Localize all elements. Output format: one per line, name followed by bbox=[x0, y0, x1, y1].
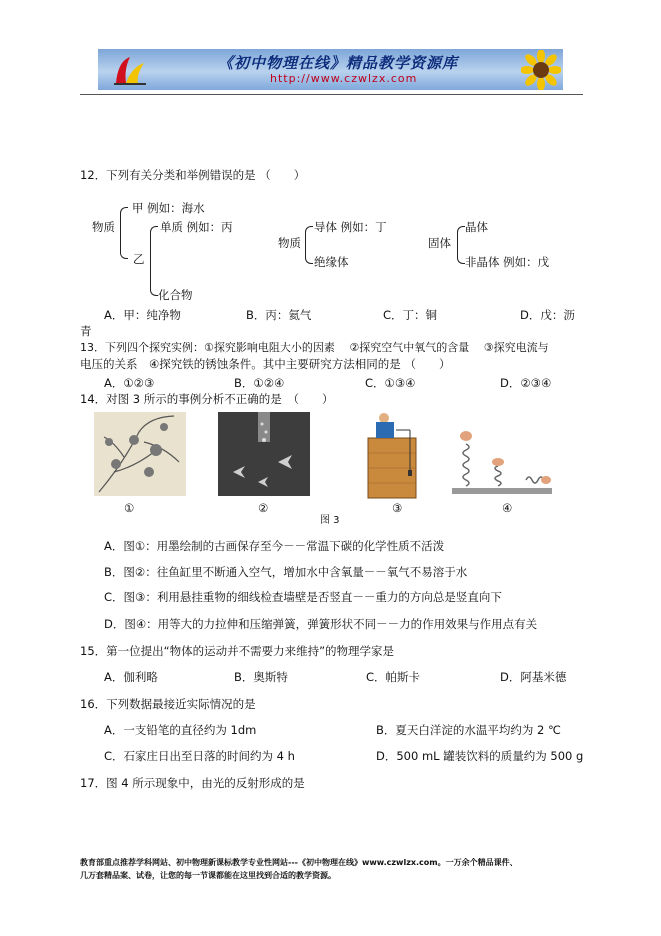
ink-painting-image bbox=[94, 412, 186, 496]
footer-line-2: 几万套精品案、试卷，让您的每一节课都能在这里找到合适的教学资源。 bbox=[80, 871, 336, 880]
diagram-g2-daoti: 导体 例如：丁 bbox=[314, 220, 387, 234]
brace bbox=[457, 226, 465, 264]
q15-option-b: B．奥斯特 bbox=[234, 670, 288, 684]
q13-stem-line2: 电压的关系 ④探究铁的锈蚀条件。其中主要研究方法相同的是 （ ） bbox=[80, 357, 451, 371]
diagram-g1-danzhi: 单质 例如：丙 bbox=[160, 220, 233, 234]
q17-stem: 17．图 4 所示现象中，由光的反射形成的是 bbox=[80, 776, 305, 790]
q14-option-b: B．图②：往鱼缸里不断通入空气，增加水中含氧量－－氧气不易溶于水 bbox=[104, 565, 468, 579]
q12-option-d: D．戊：沥 bbox=[520, 308, 575, 322]
q12-option-a: A．甲：纯净物 bbox=[104, 308, 181, 322]
fish-tank-image bbox=[218, 412, 310, 496]
q14-option-d: D．图④：用等大的力拉伸和压缩弹簧，弹簧形状不同－－力的作用效果与作用点有关 bbox=[104, 617, 538, 631]
footer-line-1: 教育部重点推荐学科网站、初中物理新课标教学专业性网站---《初中物理在线》www.czwlzx.com。一万余个精品课件、 bbox=[80, 858, 518, 867]
springs-image bbox=[452, 426, 552, 496]
figure-caption: 图 3 bbox=[320, 515, 340, 526]
q12-option-wrap: 青 bbox=[80, 324, 92, 338]
diagram-g1-root: 物质 bbox=[92, 220, 115, 234]
q16-option-a: A．一支铅笔的直径约为 1dm bbox=[104, 723, 257, 737]
q16-option-c: C．石家庄日出至日落的时间约为 4 h bbox=[104, 749, 295, 763]
diagram-g1-yi: 乙 bbox=[133, 252, 145, 266]
q12-stem: 12．下列有关分类和举例错误的是 （ ） bbox=[80, 168, 306, 182]
q13-option-a: A．①②③ bbox=[104, 376, 155, 390]
q15-option-d: D．阿基米德 bbox=[500, 670, 567, 684]
q15-stem: 15．第一位提出“物体的运动并不需要力来维持”的物理学家是 bbox=[80, 644, 395, 658]
diagram-g3-root: 固体 bbox=[428, 236, 451, 250]
banner-url[interactable]: http://www.czwlzx.com bbox=[270, 72, 418, 85]
sunflower-icon bbox=[521, 50, 561, 90]
header-banner bbox=[98, 49, 563, 90]
brace bbox=[305, 226, 313, 264]
diagram-g1-jia: 甲 例如：海水 bbox=[132, 201, 205, 215]
header-divider bbox=[80, 94, 583, 95]
brace bbox=[120, 207, 128, 259]
q13-option-c: C．①③④ bbox=[365, 376, 416, 390]
diagram-g1-huahewu: 化合物 bbox=[158, 288, 193, 302]
q12-option-b: B．丙：氦气 bbox=[246, 308, 312, 322]
q14-option-c: C．图③：利用悬挂重物的细线检查墙壁是否竖直－－重力的方向总是竖直向下 bbox=[104, 590, 502, 604]
q16-stem: 16．下列数据最接近实际情况的是 bbox=[80, 697, 256, 711]
banner-title: 《初中物理在线》精品教学资源库 bbox=[218, 54, 459, 72]
q16-option-b: B．夏天白洋淀的水温平均约为 2 ℃ bbox=[376, 723, 561, 737]
diagram-g3-feijingti: 非晶体 例如：戊 bbox=[465, 255, 550, 269]
brace bbox=[150, 226, 158, 296]
site-logo-icon bbox=[112, 53, 148, 87]
figure-label-1: ① bbox=[124, 501, 135, 515]
q16-option-d: D．500 mL 罐装饮料的质量约为 500 g bbox=[376, 749, 584, 763]
plumb-line-image bbox=[358, 408, 428, 500]
diagram-g3-jingti: 晶体 bbox=[465, 220, 488, 234]
figure-label-3: ③ bbox=[392, 501, 403, 515]
q12-option-c: C．丁：铜 bbox=[383, 308, 438, 322]
q13-option-d: D．②③④ bbox=[500, 376, 552, 390]
diagram-g2-jueyuanti: 绝缘体 bbox=[314, 255, 349, 269]
q14-stem: 14．对图 3 所示的事例分析不正确的是 （ ） bbox=[80, 392, 334, 406]
q15-option-c: C．帕斯卡 bbox=[366, 670, 421, 684]
q15-option-a: A．伽利略 bbox=[104, 670, 158, 684]
figure-label-2: ② bbox=[258, 501, 269, 515]
figure-label-4: ④ bbox=[502, 501, 513, 515]
diagram-g2-root: 物质 bbox=[278, 236, 301, 250]
q13-stem-line1: 13．下列四个探究实例：①探究影响电阻大小的因素 ②探究空气中氧气的含量 ③探究电流与 bbox=[80, 341, 549, 354]
q13-option-b: B．①②④ bbox=[234, 376, 285, 390]
q14-option-a: A．图①：用墨绘制的古画保存至今－－常温下碳的化学性质不活泼 bbox=[104, 539, 445, 553]
